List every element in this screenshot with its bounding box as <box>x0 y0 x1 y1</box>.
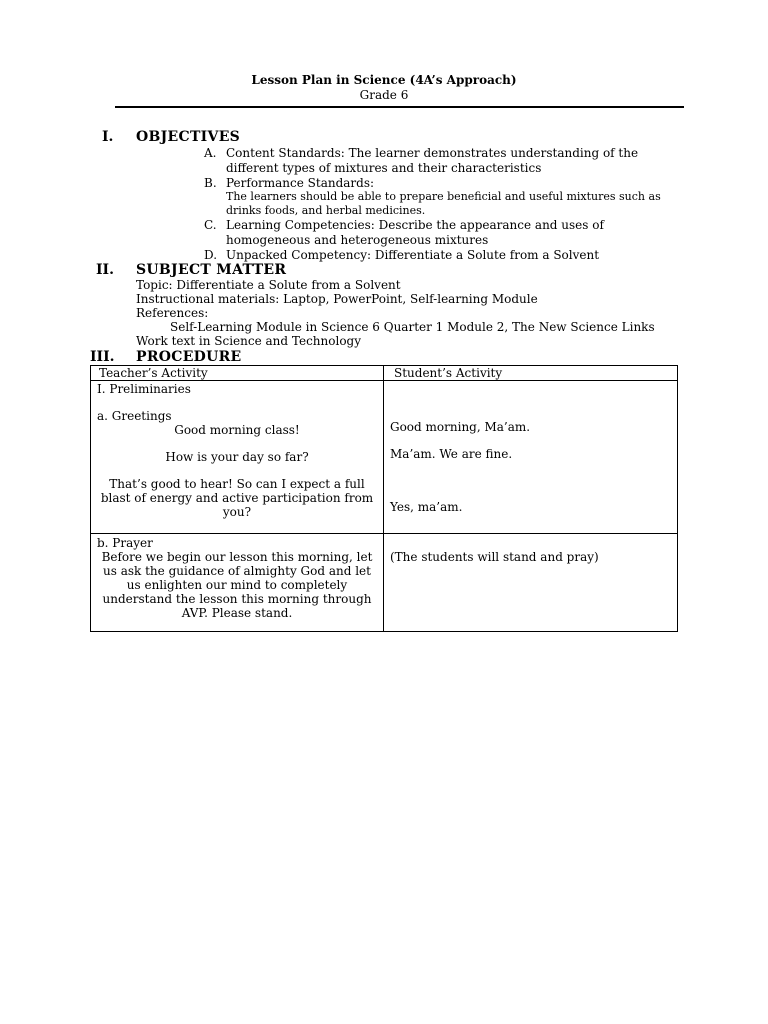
preliminaries-label: I. Preliminaries <box>97 382 191 396</box>
teacher-prayer-line4: understand the lesson this morning through <box>102 592 372 606</box>
procedure-table <box>90 365 678 632</box>
objective-d-letter: D. <box>204 248 218 262</box>
reference-1: Self-Learning Module in Science 6 Quarter 1 Module 2, The New Science Links <box>170 320 655 334</box>
teacher-prayer-cell <box>91 534 384 632</box>
subject-matter-number: II. <box>96 262 114 278</box>
teacher-greetings-cell <box>91 381 384 534</box>
objective-c-letter: C. <box>204 218 217 232</box>
procedure-heading: PROCEDURE <box>136 349 242 365</box>
table-header-row <box>91 366 678 381</box>
objective-c-text-cont: homogeneous and heterogeneous mixtures <box>226 233 489 247</box>
teacher-prayer-line1: Before we begin our lesson this morning, let <box>101 550 373 564</box>
student-prayer: (The students will stand and pray) <box>390 550 599 564</box>
teacher-prayer-line2: us ask the guidance of almighty God and let <box>103 564 371 578</box>
objective-b-letter: B. <box>204 176 217 190</box>
teacher-good-hear-line2: blast of energy and active participation from <box>100 491 374 505</box>
teacher-good-hear-line3: you? <box>222 505 252 519</box>
procedure-number: III. <box>90 349 115 365</box>
teacher-prayer-line5: AVP. Please stand. <box>181 606 293 620</box>
objective-a-text: Content Standards: The learner demonstrates understanding of the <box>226 146 639 160</box>
materials-line: Instructional materials: Laptop, PowerPoint, Self-learning Module <box>136 292 538 306</box>
grade-label: Grade 6 <box>359 88 409 102</box>
objective-b-detail-cont: drinks foods, and herbal medicines. <box>226 204 426 217</box>
table-row <box>91 534 678 632</box>
table-row <box>91 381 678 534</box>
reference-2: Work text in Science and Technology <box>136 334 361 348</box>
teacher-activity-header: Teacher’s Activity <box>91 366 384 381</box>
subject-matter-heading: SUBJECT MATTER <box>136 262 287 278</box>
student-fine: Ma’am. We are fine. <box>390 447 513 461</box>
objective-a-letter: A. <box>204 146 217 160</box>
objective-d-text: Unpacked Competency: Differentiate a Solute from a Solvent <box>226 248 600 262</box>
student-yes: Yes, ma’am. <box>390 500 463 514</box>
objective-b-detail: The learners should be able to prepare beneficial and useful mixtures such as <box>226 190 661 203</box>
prayer-label: b. Prayer <box>97 536 153 550</box>
objectives-heading: OBJECTIVES <box>136 129 241 145</box>
teacher-good-hear-line1: That’s good to hear! So can I expect a full <box>109 477 365 491</box>
student-activity-header: Student’s Activity <box>384 366 678 381</box>
teacher-good-morning: Good morning class! <box>174 423 300 437</box>
objective-a-text-cont: different types of mixtures and their characteristics <box>226 161 542 175</box>
topic-line: Topic: Differentiate a Solute from a Solvent <box>136 278 401 292</box>
objective-c-text: Learning Competencies: Describe the appearance and uses of <box>226 218 604 232</box>
greetings-label: a. Greetings <box>97 409 172 423</box>
teacher-prayer-line3: us enlighten our mind to completely <box>126 578 348 592</box>
student-good-morning: Good morning, Ma’am. <box>390 420 531 434</box>
student-greetings-cell <box>384 381 678 534</box>
header-rule <box>115 106 684 108</box>
document-title: Lesson Plan in Science (4A’s Approach) <box>251 73 517 87</box>
references-label: References: <box>136 306 209 320</box>
objective-b-text: Performance Standards: <box>226 176 375 190</box>
teacher-how-day: How is your day so far? <box>165 450 309 464</box>
student-prayer-cell <box>384 534 678 632</box>
objectives-number: I. <box>102 129 114 145</box>
